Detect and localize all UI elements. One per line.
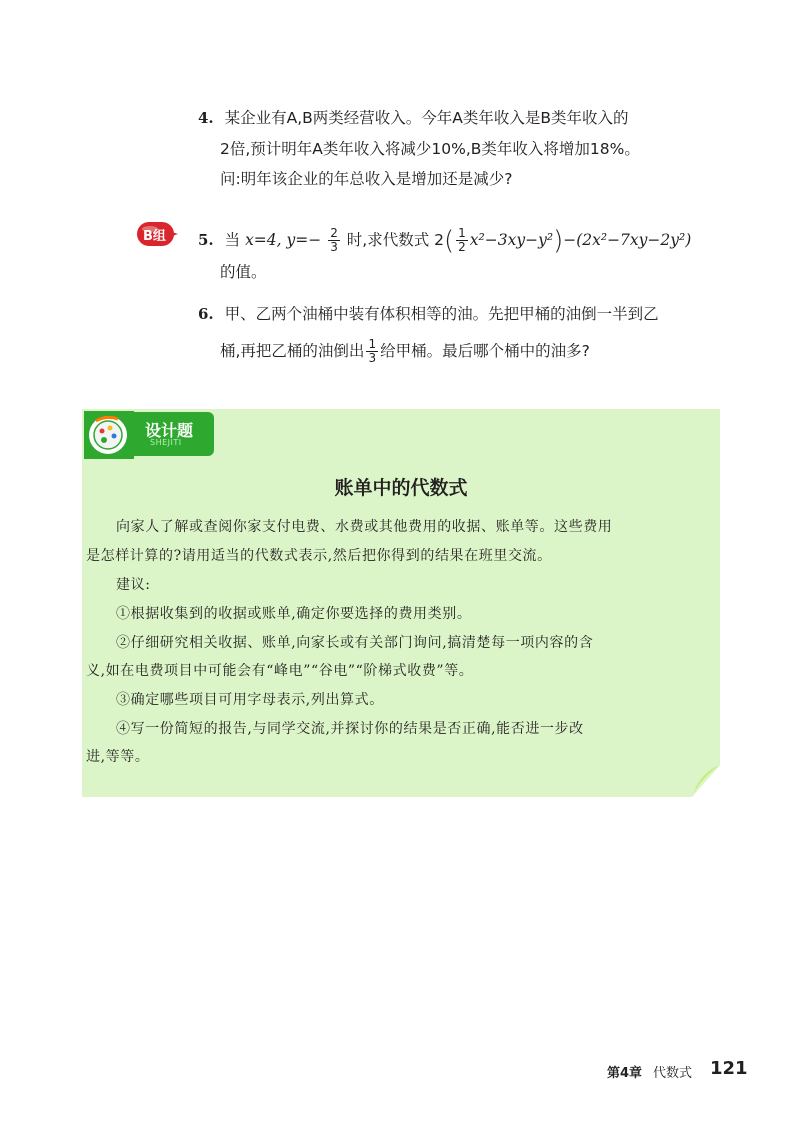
- chapter-label: 第4章: [607, 1066, 643, 1081]
- problem-6-line-2: [220, 338, 590, 365]
- fraction-one-half: [456, 227, 468, 254]
- fraction-numerator: 2: [330, 226, 338, 240]
- group-b-label: B组: [143, 229, 166, 244]
- problem-5: [198, 227, 691, 254]
- paragraph-1-line-1: 向家人了解或查阅你家支付电费、水费或其他费用的收据、账单等。这些费用: [116, 519, 613, 535]
- fraction-denominator: 3: [330, 240, 338, 254]
- suggestion-item-3: ③确定哪些项目可用字母表示,列出算式。: [116, 692, 384, 708]
- suggestion-heading: 建议:: [116, 577, 151, 593]
- problem-5-text: 当: [224, 231, 241, 249]
- folded-corner: [692, 765, 722, 797]
- page-number: 121: [710, 1058, 748, 1079]
- right-paren: ): [553, 226, 564, 256]
- fraction-denominator: 2: [458, 240, 466, 254]
- x-value: x=4,: [245, 231, 282, 249]
- fraction-two-thirds: [328, 227, 340, 254]
- problem-4-line-1: 某企业有A,B两类经营收入。今年A类年收入是B类年收入的: [224, 109, 629, 127]
- problem-6: [198, 304, 659, 324]
- expression-term: x²−3xy−y²: [469, 231, 554, 249]
- suggestion-item-4-line-2: 进,等等。: [86, 749, 150, 765]
- paragraph-1-line-2: 是怎样计算的?请用适当的代数式表示,然后把你得到的结果在班里交流。: [86, 548, 552, 564]
- problem-5-line-2: 的值。: [220, 263, 267, 281]
- problem-5-text: 时,求代数式 2: [346, 231, 444, 249]
- suggestion-item-2-line-1: ②仔细研究相关收据、账单,向家长或有关部门询问,搞清楚每一项内容的含: [116, 635, 594, 651]
- problem-6-line-1: 甲、乙两个油桶中装有体积相等的油。先把甲桶的油倒一半到乙: [224, 305, 659, 323]
- suggestion-item-4-line-1: ④写一份简短的报告,与同学交流,并探讨你的结果是否正确,能否进一步改: [116, 721, 584, 737]
- chapter-name: 代数式: [653, 1066, 693, 1081]
- palette-icon: [84, 411, 134, 459]
- problem-number: 5.: [198, 231, 214, 249]
- problem-number: 4.: [198, 109, 214, 127]
- suggestion-item-1: ①根据收集到的收据或账单,确定你要选择的费用类别。: [116, 606, 472, 622]
- design-tab-title: 设计题: [145, 421, 194, 440]
- fraction-one-third: [366, 338, 378, 365]
- problem-6-text: 给甲桶。最后哪个桶中的油多?: [380, 342, 590, 360]
- fraction-denominator: 3: [368, 351, 377, 365]
- y-value: y=−: [286, 231, 322, 249]
- problem-4-line-2: 2倍,预计明年A类年收入将减少10%,B类年收入将增加18%。: [220, 140, 640, 158]
- problem-number: 6.: [198, 305, 214, 323]
- section-title: 账单中的代数式: [334, 477, 468, 499]
- fraction-numerator: 1: [458, 226, 466, 240]
- problem-4-line-3: 问:明年该企业的年总收入是增加还是减少?: [220, 170, 513, 188]
- fraction-numerator: 1: [368, 337, 377, 351]
- problem-6-text: 桶,再把乙桶的油倒出: [220, 342, 365, 360]
- left-paren: (: [444, 226, 455, 256]
- design-tab-subtitle: SHEJITI: [150, 438, 182, 447]
- problem-4: [198, 108, 629, 128]
- expression-term: −(2x²−7xy−2y²): [563, 231, 692, 249]
- suggestion-item-2-line-2: 义,如在电费项目中可能会有“峰电”“谷电”“阶梯式收费”等。: [86, 663, 474, 679]
